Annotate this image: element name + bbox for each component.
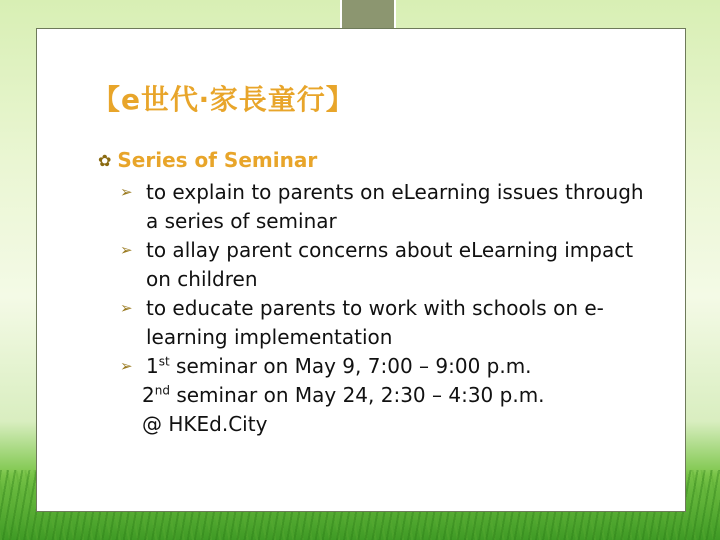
- arrow-bullet-icon: ➢: [120, 299, 133, 317]
- series-label: Series of Seminar: [117, 148, 318, 172]
- bullet-text: to allay parent concerns about eLearning impact on children: [146, 238, 634, 291]
- arrow-bullet-icon: ➢: [120, 357, 133, 375]
- bullet-text: to educate parents to work with schools on e-learning implementation: [146, 296, 604, 349]
- venue-line: @ HKEd.City: [142, 412, 268, 436]
- seminar-2-line: 2nd seminar on May 24, 2:30 – 4:30 p.m.: [142, 383, 545, 407]
- list-item: [120, 294, 660, 352]
- arrow-bullet-icon: ➢: [120, 241, 133, 259]
- list-item: [120, 236, 660, 294]
- decorative-tab: [340, 0, 396, 30]
- slide-title: 【e世代‧家長童行】: [92, 83, 355, 116]
- list-item: [120, 352, 660, 381]
- bullet-text: to explain to parents on eLearning issues through a series of seminar: [146, 180, 644, 233]
- series-heading: [98, 148, 317, 172]
- arrow-bullet-icon: ➢: [120, 183, 133, 201]
- list-item: [120, 178, 660, 236]
- flower-bullet-icon: ✿: [98, 150, 112, 170]
- seminar-1-text: 1st seminar on May 9, 7:00 – 9:00 p.m.: [146, 354, 532, 378]
- bullet-list: [120, 178, 660, 439]
